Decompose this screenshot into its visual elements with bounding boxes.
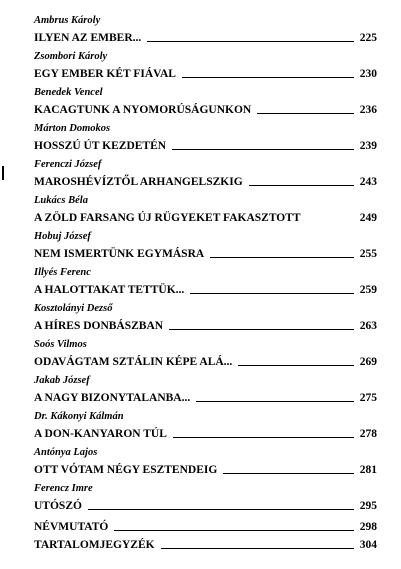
entry-title: A NAGY BIZONYTALANBA... (34, 392, 191, 404)
entry-title: ILYEN AZ EMBER... (34, 32, 142, 44)
leader-line (223, 473, 353, 474)
entry-page-number: 236 (359, 104, 377, 116)
entry-line (34, 29, 377, 45)
entry-author: Dr. Kákonyi Kálmán (34, 411, 124, 422)
toc-entry (0, 536, 401, 554)
entry-author: Illyés Ferenc (34, 267, 91, 278)
toc-entry (0, 230, 401, 266)
entry-page-number: 239 (359, 140, 377, 152)
entry-author: Hobuj József (34, 231, 91, 242)
entry-page-number: 278 (359, 428, 377, 440)
entry-line (34, 353, 377, 369)
entry-page-number: 269 (359, 356, 377, 368)
entry-author: Kosztolányi Dezső (34, 303, 113, 314)
leader-line (190, 293, 353, 294)
entry-title: NEM ISMERTÜNK EGYMÁSRA (34, 248, 205, 260)
entry-page-number: 225 (359, 32, 377, 44)
leader-line (114, 530, 353, 531)
toc-entry (0, 446, 401, 482)
entry-title: TARTALOMJEGYZÉK (34, 539, 155, 551)
entry-author: Zsombori Károly (34, 51, 108, 62)
entry-author: Ferencz Imre (34, 483, 93, 494)
toc-entry (0, 482, 401, 518)
entry-title: KACAGTUNK A NYOMORÚSÁGUNKON (34, 104, 252, 116)
toc-entry (0, 158, 401, 194)
leader-line (172, 149, 354, 150)
entry-author: Benedek Vencel (34, 87, 103, 98)
entry-author: Márton Domokos (34, 123, 111, 134)
entry-page-number: 304 (359, 539, 377, 551)
entry-page-number: 275 (359, 392, 377, 404)
leader-line (147, 41, 353, 42)
entry-author: Jakab József (34, 375, 90, 386)
leader-line (88, 509, 354, 510)
leader-line (210, 257, 354, 258)
leader-line (173, 437, 354, 438)
entry-line (34, 425, 377, 441)
entry-title: MAROSHÉVÍZTŐL ARHANGELSZKIG (34, 176, 243, 188)
entry-title: NÉVMUTATÓ (34, 521, 109, 533)
toc-entry (0, 518, 401, 536)
entry-title: A HÍRES DONBÁSZBAN (34, 320, 164, 332)
entry-title: HOSSZÚ ÚT KEZDETÉN (34, 140, 167, 152)
entry-line (34, 209, 377, 225)
leader-line (238, 365, 353, 366)
toc-entry (0, 122, 401, 158)
toc-entry (0, 50, 401, 86)
toc-entry (0, 410, 401, 446)
entry-author: Antónya Lajos (34, 447, 98, 458)
entry-line (34, 317, 377, 333)
entry-page-number: 295 (359, 500, 377, 512)
toc-entry (0, 338, 401, 374)
leader-line (161, 548, 354, 549)
leader-line (257, 113, 354, 114)
leader-line (182, 77, 354, 78)
entry-title: OTT VÓTAM NÉGY ESZTENDEIG (34, 464, 218, 476)
entry-line (34, 137, 377, 153)
entry-title: A ZÖLD FARSANG ÚJ RÜGYEKET FAKASZTOTT (34, 212, 301, 224)
entry-author: Ferenczi József (34, 159, 102, 170)
entry-page-number: 259 (359, 284, 377, 296)
entry-author: Soós Vilmos (34, 339, 87, 350)
entry-page-number: 249 (359, 212, 377, 224)
entry-page-number: 263 (359, 320, 377, 332)
entry-author: Ambrus Károly (34, 15, 101, 26)
entry-title: EGY EMBER KÉT FIÁVAL (34, 68, 176, 80)
entry-line (34, 518, 377, 534)
entry-title: UTÓSZÓ (34, 500, 82, 512)
leader-line (249, 185, 354, 186)
entry-author: Lukács Béla (34, 195, 88, 206)
entry-line (34, 245, 377, 261)
entry-page-number: 281 (359, 464, 377, 476)
entry-line (34, 65, 377, 81)
leader-line (196, 401, 354, 402)
entry-title: A HALOTTAKAT TETTÜK... (34, 284, 185, 296)
entry-line (34, 461, 377, 477)
entry-line (34, 101, 377, 117)
toc-entry (0, 14, 401, 50)
entry-page-number: 230 (359, 68, 377, 80)
entry-line (34, 389, 377, 405)
entry-line (34, 536, 377, 552)
toc-entry (0, 194, 401, 230)
table-of-contents (0, 14, 401, 554)
entry-title: ODAVÁGTAM SZTÁLIN KÉPE ALÁ... (34, 356, 233, 368)
entry-page-number: 243 (359, 176, 377, 188)
toc-entry (0, 302, 401, 338)
toc-entry (0, 374, 401, 410)
toc-entry (0, 86, 401, 122)
entry-title: A DON-KANYARON TÚL (34, 428, 167, 440)
entry-page-number: 255 (359, 248, 377, 260)
entry-page-number: 298 (359, 521, 377, 533)
entry-line (34, 173, 377, 189)
toc-entry (0, 266, 401, 302)
entry-line (34, 281, 377, 297)
leader-line (169, 329, 354, 330)
entry-line (34, 497, 377, 513)
